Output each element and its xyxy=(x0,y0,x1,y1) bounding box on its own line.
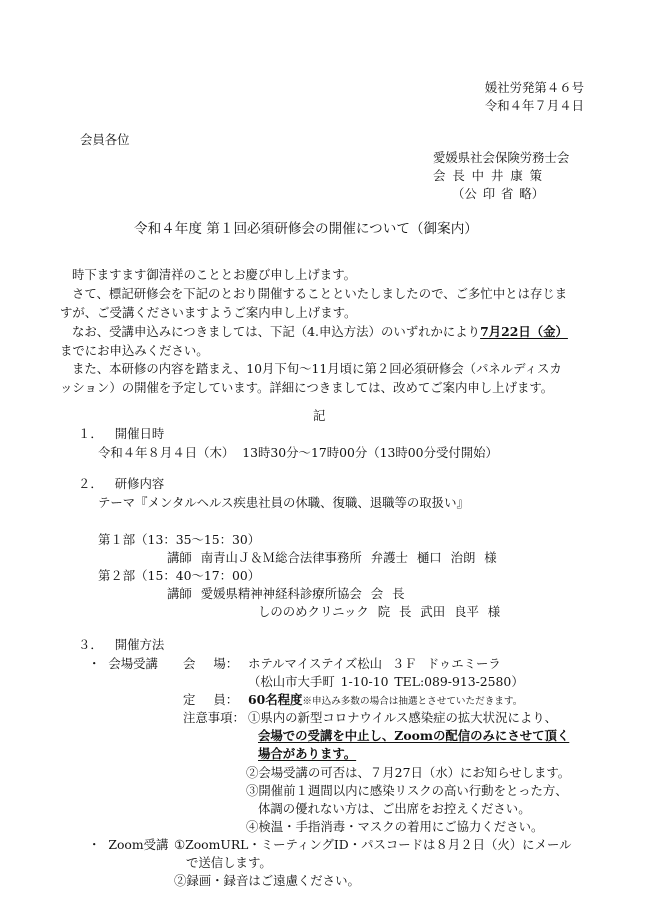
capacity-note: ※申込み多数の場合は抽選とさせていただきます。 xyxy=(302,696,523,707)
part2-lecturer-line1: 講師 愛媛県精神神経科診療所協会 会 長 xyxy=(167,586,405,601)
part2-lecturer-line2: しののめクリニック 院 長 武田 良平 様 xyxy=(258,604,501,619)
note1-line2: 会場での受講を中止し、Zoomの配信のみにさせて頂く xyxy=(258,728,570,743)
part2-time: 第２部（15：40～17：00） xyxy=(98,568,261,583)
capacity-line xyxy=(248,691,522,711)
section1-datetime: 令和４年８月４日（木） 13時30分～17時00分（13時00分受付開始） xyxy=(98,445,498,460)
venue-key: 会 場： xyxy=(183,656,239,671)
part1-time: 第１部（13：35～15：30） xyxy=(98,532,261,547)
note2: ②会場受講の可否は、７月27日（水）にお知らせします。 xyxy=(246,765,571,780)
section3-heading: ３． 開催方法 xyxy=(78,637,165,652)
addressee: 会員各位 xyxy=(80,132,130,147)
venue-value: ホテルマイステイズ松山 ３Ｆ ドゥエミーラ xyxy=(248,656,501,671)
note1-line1: ①県内の新型コロナウイルス感染症の拡大状況により、 xyxy=(248,710,558,725)
document-number: 媛社労発第４６号 xyxy=(484,80,584,95)
section2-heading: ２． 研修内容 xyxy=(78,476,165,491)
capacity-key: 定 員： xyxy=(183,692,239,707)
zoom-note1-line2: で送信します。 xyxy=(186,855,272,870)
paragraph-second-session-line2: ッション）の開催を予定しています。詳細につきましては、改めてご案内申し上げます。 xyxy=(60,380,554,395)
paragraph-second-session-line1: また、本研修の内容を踏まえ、10月下旬～11月頃に第２回必須研修会（パネルディスカ xyxy=(72,361,562,376)
paragraph-notice-line1: さて、標記研修会を下記のとおり開催することといたしましたので、ご多忙中とは存じま xyxy=(72,286,568,301)
section1-heading: １． 開催日時 xyxy=(78,426,165,441)
note3-line2: 体調の優れない方は、ご出席をお控えください。 xyxy=(258,801,531,816)
zoom-note1-line1: ①ZoomURL・ミーティングID・パスコードは８月２日（火）にメール xyxy=(174,837,572,852)
seal-note: （公 印 省 略） xyxy=(452,186,545,201)
apply-text: なお、受講申込みにつきましては、下記（4.申込方法）のいずれかにより xyxy=(72,324,481,339)
notes-key: 注意事項： xyxy=(183,710,245,725)
document-date: 令和４年７月４日 xyxy=(484,98,584,113)
sender-organization: 愛媛県社会保険労務士会 xyxy=(433,150,570,165)
paragraph-apply-line1 xyxy=(72,323,568,341)
apply-deadline: 7月22日（金） xyxy=(480,324,568,339)
section2-theme: テーマ『メンタルヘルス疾患社員の休職、復職、退職等の取扱い』 xyxy=(98,495,469,510)
note3-line1: ③開催前１週間以内に感染リスクの高い行動をとった方、 xyxy=(246,783,568,798)
zoom-note2: ②録画・録音はご遠慮ください。 xyxy=(174,873,360,888)
zoom-label: ・ Zoom受講 xyxy=(88,837,169,852)
page-title: 令和４年度 第１回必須研修会の開催について（御案内） xyxy=(134,221,478,237)
venue-label: ・ 会場受講 xyxy=(88,656,158,671)
paragraph-apply-line2: までにお申込みください。 xyxy=(60,343,209,358)
paragraph-greeting: 時下ますます御清祥のこととお慶び申し上げます。 xyxy=(72,267,356,282)
part1-lecturer: 講師 南青山Ｊ＆Ｍ総合法律事務所 弁護士 樋口 治朗 様 xyxy=(167,550,497,565)
ki-heading: 記 xyxy=(313,408,326,423)
venue-address: （松山市大手町 1-10-10 TEL:089-913-2580） xyxy=(248,674,524,689)
note1-line3: 場合があります。 xyxy=(258,746,357,761)
note4: ④検温・手指消毒・マスクの着用にご協力ください。 xyxy=(246,819,544,834)
paragraph-notice-line2: すが、ご受講くださいますようご案内申し上げます。 xyxy=(60,305,357,320)
sender-head: 会 長 中 井 康 策 xyxy=(433,168,543,183)
capacity-value: 60名程度 xyxy=(248,692,303,707)
